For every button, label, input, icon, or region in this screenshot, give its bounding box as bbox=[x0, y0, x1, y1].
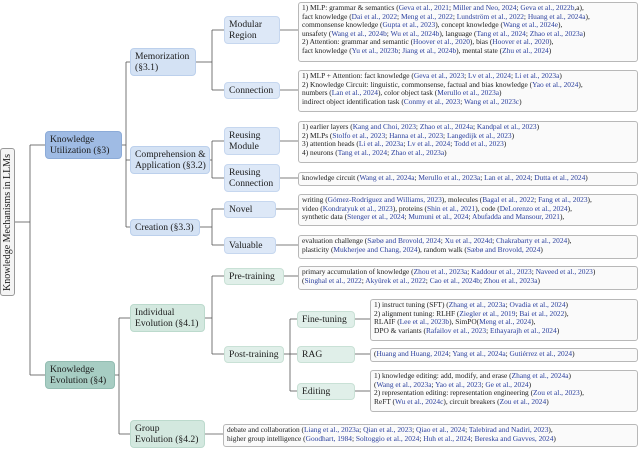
leaf-text: ( bbox=[302, 275, 305, 285]
citation-link[interactable]: Merullo et al., 2023a bbox=[437, 88, 500, 98]
leaf-text: ), color object task ( bbox=[377, 88, 438, 98]
leaf-text: 2) Knowledge Circuit: linguistic, commonsense, factual and bias knowledge ( bbox=[302, 79, 533, 89]
leaf-text: ) bbox=[519, 96, 522, 106]
citation-link[interactable]: Zhao et al., 2023a bbox=[390, 147, 445, 157]
leaf-text: ; bbox=[531, 267, 536, 276]
node-post-training bbox=[224, 346, 284, 363]
leaf-group-evolution bbox=[223, 424, 638, 447]
node-rag bbox=[297, 346, 355, 363]
citation-link[interactable]: Merullo et al., 2023a bbox=[418, 173, 481, 182]
leaf-line bbox=[302, 213, 634, 222]
label-line: Evolution (§4.1) bbox=[135, 318, 199, 329]
leaf-text: ; bbox=[492, 236, 496, 245]
label-line: Connection bbox=[229, 178, 274, 189]
leaf-text: 2) MLPs ( bbox=[302, 130, 333, 140]
leaf-text: synthetic data ( bbox=[302, 212, 348, 222]
citation-link[interactable]: Mumuni et al., 2024 bbox=[408, 212, 469, 222]
label-line: Pre-training bbox=[229, 271, 275, 282]
citation-link[interactable]: Qian et al., 2023 bbox=[363, 425, 413, 434]
leaf-text: ) bbox=[572, 349, 575, 358]
label-line: Creation (§3.3) bbox=[135, 222, 194, 233]
citation-link[interactable]: Huang and Huang, 2024 bbox=[376, 349, 449, 358]
leaf-text: ), bbox=[579, 388, 584, 398]
leaf-text: ,a), bbox=[574, 3, 584, 12]
leaf-text: 3) attention heads ( bbox=[302, 139, 359, 149]
leaf-text: ; bbox=[510, 71, 515, 80]
citation-link[interactable]: Dai et al., 2022 bbox=[351, 11, 398, 21]
leaf-modular-region bbox=[298, 2, 638, 62]
citation-link[interactable]: Huang et al., 2024a bbox=[527, 11, 586, 21]
leaf-text: ; bbox=[431, 379, 436, 389]
node-valuable bbox=[224, 237, 276, 254]
leaf-text: ) bbox=[585, 173, 588, 182]
leaf-line bbox=[374, 350, 634, 359]
citation-link[interactable]: Yao et al., 2023 bbox=[435, 379, 482, 389]
citation-link[interactable]: Jiang et al., 2024b bbox=[402, 45, 457, 55]
leaf-text: debate and collaboration ( bbox=[227, 425, 304, 434]
citation-link[interactable]: Stolfo et al., 2023 bbox=[332, 130, 386, 140]
citation-link[interactable]: Akyürek et al., 2022 bbox=[365, 275, 426, 285]
citation-link[interactable]: DeLorenzo et al., 2024 bbox=[499, 203, 568, 213]
leaf-text: ; bbox=[385, 130, 390, 140]
leaf-text: ), circuit breakers ( bbox=[443, 396, 500, 406]
leaf-text: ; bbox=[419, 433, 424, 443]
leaf-text: fact knowledge ( bbox=[302, 45, 352, 55]
label-line: Individual bbox=[135, 307, 175, 318]
node-individual-evolution bbox=[130, 304, 205, 332]
node-memorization bbox=[130, 48, 196, 76]
leaf-text: ; bbox=[480, 173, 485, 182]
leaf-text: ), bbox=[559, 212, 565, 222]
leaf-text: ; bbox=[480, 275, 484, 285]
citation-link[interactable]: Kondratyuk et al., 2023 bbox=[322, 203, 393, 213]
citation-link[interactable]: Wang et al., 2024b bbox=[331, 28, 387, 38]
leaf-text: video ( bbox=[302, 203, 323, 213]
citation-link[interactable]: Chakrabarty et al., 2024 bbox=[496, 236, 568, 245]
citation-link[interactable]: Zhou et al., 2023a bbox=[483, 275, 538, 285]
leaf-text: ), bbox=[585, 11, 590, 21]
citation-link[interactable]: Yao et al., 2024 bbox=[532, 79, 579, 89]
leaf-text: ), mental state ( bbox=[456, 45, 503, 55]
label-line: Reusing bbox=[229, 167, 261, 178]
leaf-text: ; bbox=[516, 3, 521, 12]
leaf-text: writing ( bbox=[302, 195, 328, 204]
citation-link[interactable]: Miller and Neo, 2024 bbox=[452, 3, 517, 12]
leaf-text: ), language ( bbox=[439, 28, 477, 38]
citation-link[interactable]: Lee et al., 2023b bbox=[399, 317, 450, 327]
root-label: Knowledge Mechanisms in LLMs bbox=[2, 153, 13, 291]
leaf-text: ; bbox=[448, 3, 453, 12]
citation-link[interactable]: Lv et al., 2024 bbox=[407, 139, 451, 149]
leaf-text: ; bbox=[448, 349, 453, 358]
citation-link[interactable]: Wang et al., 2023c bbox=[464, 96, 520, 106]
leaf-text: ; bbox=[465, 425, 469, 434]
leaf-text: 1) earlier layers ( bbox=[302, 122, 353, 131]
label-line: Post-training bbox=[229, 349, 279, 360]
leaf-line bbox=[302, 277, 634, 286]
leaf-text: RLAIF ( bbox=[374, 317, 400, 327]
leaf-text: ), random walk ( bbox=[417, 244, 467, 254]
leaf-reusing-connection bbox=[298, 172, 638, 186]
leaf-text: ; bbox=[472, 122, 477, 131]
citation-link[interactable]: Dutta et al., 2024 bbox=[534, 173, 586, 182]
node-connection bbox=[224, 82, 280, 99]
leaf-text: ) bbox=[559, 71, 562, 80]
leaf-text: DPO & variants ( bbox=[374, 325, 426, 335]
node-novel bbox=[224, 201, 276, 218]
leaf-pre-training bbox=[298, 266, 638, 290]
leaf-text: ) bbox=[499, 88, 502, 98]
citation-link[interactable]: Zhu et al., 2024 bbox=[502, 45, 549, 55]
leaf-text: fact knowledge ( bbox=[302, 11, 352, 21]
leaf-text: ; bbox=[450, 139, 454, 149]
leaf-text: primary accumulation of knowledge ( bbox=[302, 267, 414, 276]
leaf-text: ), proteins ( bbox=[392, 203, 428, 213]
leaf-text: ; bbox=[425, 275, 430, 285]
citation-link[interactable]: Zhao et al., 2024a bbox=[419, 122, 473, 131]
leaf-text: ), bbox=[567, 203, 572, 213]
root-node bbox=[0, 148, 15, 296]
leaf-text: ) bbox=[546, 396, 549, 406]
citation-link[interactable]: Mukherjee and Chang, 2024 bbox=[333, 244, 418, 254]
leaf-text: ; bbox=[515, 308, 520, 318]
leaf-text: ; bbox=[468, 212, 472, 222]
leaf-text: ; bbox=[505, 349, 510, 358]
node-creation bbox=[130, 219, 200, 236]
citation-link[interactable]: Hoover et al., 2020 bbox=[492, 37, 550, 47]
citation-link[interactable]: Tang et al., 2024 bbox=[476, 28, 526, 38]
label-line: Novel bbox=[229, 204, 253, 215]
leaf-text: higher group intelligence ( bbox=[227, 433, 306, 443]
leaf-text: ; bbox=[404, 212, 409, 222]
label-line: Reusing bbox=[229, 130, 261, 141]
leaf-line bbox=[374, 398, 634, 407]
citation-link[interactable]: Liang et al., 2023a bbox=[303, 425, 360, 434]
leaf-text: ), bbox=[549, 37, 554, 47]
label-line: Utilization (§3) bbox=[50, 145, 110, 156]
leaf-text: plasticity ( bbox=[302, 244, 334, 254]
leaf-text: unsafety ( bbox=[302, 28, 332, 38]
leaf-text: evaluation challenge ( bbox=[302, 236, 368, 245]
leaf-text: 2) alignment tuning: RLHF ( bbox=[374, 308, 460, 318]
leaf-text: numbers ( bbox=[302, 88, 332, 98]
leaf-text: ; bbox=[361, 275, 366, 285]
leaf-text: 1) MLP: grammar & semantics ( bbox=[302, 3, 399, 12]
leaf-text: ( bbox=[374, 379, 377, 389]
leaf-text: ), SimPO( bbox=[449, 317, 480, 327]
leaf-text: ( bbox=[374, 349, 377, 358]
citation-link[interactable]: Wang et al., 2024a bbox=[359, 173, 415, 182]
leaf-text: ) bbox=[592, 267, 596, 276]
node-comprehension bbox=[130, 146, 210, 174]
leaf-text: ; bbox=[486, 325, 490, 335]
node-knowledge-evolution bbox=[45, 361, 115, 389]
leaf-text: ; bbox=[505, 300, 510, 309]
citation-link[interactable]: Rafailov et al., 2023 bbox=[425, 325, 487, 335]
leaf-text: ) bbox=[540, 244, 543, 254]
leaf-line bbox=[227, 435, 634, 444]
leaf-text: ; bbox=[398, 45, 403, 55]
citation-link[interactable]: Huh et al., 2024 bbox=[423, 433, 471, 443]
label-line: Application (§3.2) bbox=[135, 160, 206, 171]
citation-link[interactable]: Abufadda and Mansour, 2021 bbox=[471, 212, 560, 222]
citation-link[interactable]: Yu et al., 2023b bbox=[351, 45, 399, 55]
leaf-text: ), bbox=[557, 20, 563, 30]
citation-link[interactable]: Sæbø and Brovold, 2024 bbox=[466, 244, 541, 254]
leaf-line bbox=[302, 246, 634, 255]
citation-link[interactable]: Talebirad and Nadiri, 2023 bbox=[468, 425, 549, 434]
leaf-text: ) bbox=[528, 379, 532, 389]
citation-link[interactable]: Meng et al., 2022 bbox=[400, 11, 453, 21]
leaf-text: ; bbox=[352, 433, 356, 443]
citation-link[interactable]: Lan et al., 2024 bbox=[331, 88, 378, 98]
citation-link[interactable]: Wu et al., 2024c bbox=[395, 396, 444, 406]
leaf-line bbox=[374, 327, 634, 336]
leaf-text: ) bbox=[503, 139, 507, 149]
leaf-novel bbox=[298, 194, 638, 226]
citation-link[interactable]: Bagal et al., 2022 bbox=[482, 195, 535, 204]
leaf-text: ) bbox=[565, 300, 568, 309]
citation-link[interactable]: Kandpal et al., 2023 bbox=[476, 122, 537, 131]
leaf-text: ; bbox=[467, 267, 472, 276]
citation-link[interactable]: Li et al., 2023a bbox=[358, 139, 404, 149]
leaf-text: ), code ( bbox=[475, 203, 500, 213]
citation-link[interactable]: Lan et al., 2024 bbox=[484, 173, 531, 182]
node-knowledge-utilization bbox=[45, 131, 122, 159]
citation-link[interactable]: Ovadia et al., 2024 bbox=[509, 300, 566, 309]
citation-link[interactable]: Lv et al., 2024 bbox=[468, 71, 511, 80]
citation-link[interactable]: Wang et al., 2024e bbox=[502, 20, 558, 30]
leaf-text: ) bbox=[511, 130, 515, 140]
leaf-text: ), bbox=[567, 236, 572, 245]
leaf-connection bbox=[298, 70, 638, 112]
leaf-text: ) bbox=[548, 45, 552, 55]
label-line: Comprehension & bbox=[135, 149, 206, 160]
leaf-text: ) bbox=[582, 28, 586, 38]
leaf-text: ; bbox=[470, 433, 475, 443]
citation-link[interactable]: Kang and Choi, 2023 bbox=[352, 122, 416, 131]
citation-link[interactable]: Fang et al., 2023 bbox=[538, 195, 588, 204]
leaf-text: 1) instruct tuning (SFT) ( bbox=[374, 300, 449, 309]
citation-link[interactable]: Li et al., 2023a bbox=[514, 71, 560, 80]
citation-link[interactable]: Zou et al., 2024 bbox=[499, 396, 547, 406]
leaf-valuable bbox=[298, 235, 638, 259]
leaf-text: ), concept knowledge ( bbox=[435, 20, 503, 30]
citation-link[interactable]: Cao et al., 2024b bbox=[429, 275, 480, 285]
leaf-text: ; bbox=[523, 11, 528, 21]
label-line: Modular bbox=[229, 19, 263, 30]
label-line: Valuable bbox=[229, 240, 263, 251]
leaf-line bbox=[302, 149, 634, 158]
leaf-text: ), bbox=[531, 317, 536, 327]
citation-link[interactable]: Shin et al., 2021 bbox=[427, 203, 476, 213]
leaf-text: ) bbox=[444, 147, 447, 157]
citation-link[interactable]: Goodhart, 1984 bbox=[305, 433, 352, 443]
label-line: RAG bbox=[302, 349, 323, 360]
leaf-line bbox=[302, 98, 634, 107]
leaf-text: ; bbox=[530, 173, 535, 182]
citation-link[interactable]: Gupta et al., 2023 bbox=[382, 20, 436, 30]
node-reusing-module bbox=[224, 127, 280, 155]
leaf-text: ; bbox=[452, 11, 457, 21]
leaf-text: commonsense knowledge ( bbox=[302, 20, 383, 30]
citation-link[interactable]: Zhao et al., 2023a bbox=[529, 28, 583, 38]
citation-link[interactable]: Geva et al., 2021 bbox=[398, 3, 449, 12]
leaf-text: ) bbox=[536, 122, 540, 131]
leaf-text: ; bbox=[359, 425, 364, 434]
leaf-text: ; bbox=[414, 173, 419, 182]
label-line: Evolution (§4.2) bbox=[135, 434, 199, 445]
citation-link[interactable]: Xu et al., 2024d bbox=[444, 236, 493, 245]
citation-link[interactable]: Gutiérrez et al., 2024 bbox=[509, 349, 573, 358]
leaf-reusing-module bbox=[298, 121, 638, 163]
leaf-text: ) bbox=[537, 275, 540, 285]
citation-link[interactable]: Zhou et al., 2023a bbox=[413, 267, 468, 276]
leaf-text: ; bbox=[387, 147, 391, 157]
leaf-text: ) bbox=[556, 325, 560, 335]
label-line: Knowledge bbox=[50, 364, 95, 375]
leaf-text: ; bbox=[386, 28, 391, 38]
citation-link[interactable]: Conmy et al., 2023 bbox=[403, 96, 461, 106]
citation-link[interactable]: Lundström et al., 2022 bbox=[456, 11, 524, 21]
node-reusing-connection bbox=[224, 164, 280, 192]
leaf-text: 1) MLP + Attention: fact knowledge ( bbox=[302, 71, 414, 80]
citation-link[interactable]: Stenger et al., 2024 bbox=[347, 212, 405, 222]
leaf-text: ) bbox=[568, 371, 571, 380]
node-group-evolution bbox=[130, 420, 205, 448]
leaf-text: ; bbox=[460, 96, 465, 106]
label-line: (§3.1) bbox=[135, 62, 159, 73]
citation-link[interactable]: Tang et al., 2024 bbox=[337, 147, 388, 157]
citation-link[interactable]: Langedijk et al., 2023 bbox=[446, 130, 512, 140]
leaf-text: ReFT ( bbox=[374, 396, 396, 406]
leaf-text: ; bbox=[525, 28, 530, 38]
leaf-text: ; bbox=[481, 379, 486, 389]
citation-link[interactable]: Sæbø and Brovold, 2024 bbox=[367, 236, 441, 245]
citation-link[interactable]: Ziegler et al., 2019 bbox=[459, 308, 516, 318]
leaf-text: ; bbox=[403, 139, 408, 149]
citation-link[interactable]: Geva et al., 2022b bbox=[520, 3, 575, 12]
leaf-text: 1) knowledge editing: add, modify, and erase ( bbox=[374, 371, 512, 380]
leaf-text: ; bbox=[443, 130, 447, 140]
leaf-text: ; bbox=[534, 195, 539, 204]
citation-link[interactable]: Soltoggio et al., 2024 bbox=[355, 433, 420, 443]
citation-link[interactable]: Naveed et al., 2023 bbox=[535, 267, 593, 276]
citation-link[interactable]: Bai et al., 2022 bbox=[519, 308, 565, 318]
label-line: Fine-tuning bbox=[302, 314, 347, 325]
leaf-line bbox=[302, 47, 634, 56]
citation-link[interactable]: Kaddour et al., 2023 bbox=[471, 267, 532, 276]
label-line: Region bbox=[229, 30, 257, 41]
label-line: Memorization bbox=[135, 51, 190, 62]
leaf-text: ; bbox=[415, 122, 420, 131]
leaf-text: ), bbox=[587, 195, 592, 204]
leaf-fine-tuning bbox=[370, 299, 638, 341]
citation-link[interactable]: Wang et al., 2023a bbox=[376, 379, 432, 389]
leaf-text: ), bias ( bbox=[469, 37, 493, 47]
label-line: Knowledge bbox=[50, 134, 95, 145]
citation-link[interactable]: Bereska and Gavves, 2024 bbox=[474, 433, 554, 443]
leaf-text: ), bbox=[578, 79, 583, 89]
leaf-text: ) bbox=[553, 433, 556, 443]
leaf-text: ; bbox=[412, 425, 417, 434]
citation-link[interactable]: Todd et al., 2023 bbox=[454, 139, 504, 149]
leaf-text: ), bbox=[548, 425, 553, 434]
citation-link[interactable]: Gómez-Rodríguez and Williams, 2023 bbox=[327, 195, 442, 204]
node-editing bbox=[297, 383, 355, 400]
leaf-line bbox=[302, 174, 634, 183]
leaf-text: 2) Attention: grammar and semantic ( bbox=[302, 37, 414, 47]
leaf-text: knowledge circuit ( bbox=[302, 173, 360, 182]
leaf-rag bbox=[370, 348, 638, 362]
label-line: Module bbox=[229, 141, 259, 152]
citation-link[interactable]: Qiao et al., 2024 bbox=[416, 425, 466, 434]
label-line: Group bbox=[135, 423, 160, 434]
citation-link[interactable]: Wu et al., 2024b bbox=[390, 28, 440, 38]
leaf-editing bbox=[370, 370, 638, 412]
leaf-text: ; bbox=[397, 11, 401, 21]
node-fine-tuning bbox=[297, 311, 355, 328]
leaf-text: ; bbox=[464, 71, 469, 80]
citation-link[interactable]: Singhal et al., 2022 bbox=[304, 275, 362, 285]
citation-link[interactable]: Zou et al., 2023 bbox=[533, 388, 580, 398]
label-line: Editing bbox=[302, 386, 331, 397]
node-modular-region bbox=[224, 16, 280, 44]
label-line: Connection bbox=[229, 85, 274, 96]
label-line: Evolution (§4) bbox=[50, 375, 107, 386]
leaf-text: 2) representation editing: representation engineering ( bbox=[374, 388, 534, 398]
citation-link[interactable]: Zhang et al., 2024a bbox=[511, 371, 569, 380]
node-pre-training bbox=[224, 268, 284, 285]
leaf-text: ), molecules ( bbox=[441, 195, 483, 204]
citation-link[interactable]: Hoover et al., 2020 bbox=[413, 37, 470, 47]
leaf-text: ), bbox=[564, 308, 569, 318]
citation-link[interactable]: Ge et al., 2024 bbox=[485, 379, 529, 389]
citation-link[interactable]: Zhang et al., 2023a bbox=[448, 300, 506, 309]
citation-link[interactable]: Hanna et al., 2023 bbox=[389, 130, 444, 140]
leaf-text: indirect object identification task ( bbox=[302, 96, 404, 106]
citation-link[interactable]: Yang et al., 2024a bbox=[452, 349, 506, 358]
citation-link[interactable]: Geva et al., 2023 bbox=[413, 71, 465, 80]
citation-link[interactable]: Meng et al., 2024 bbox=[479, 317, 532, 327]
leaf-text: 4) neurons ( bbox=[302, 147, 338, 157]
citation-link[interactable]: Ethayarajh et al., 2024 bbox=[489, 325, 557, 335]
leaf-text: ; bbox=[440, 236, 445, 245]
